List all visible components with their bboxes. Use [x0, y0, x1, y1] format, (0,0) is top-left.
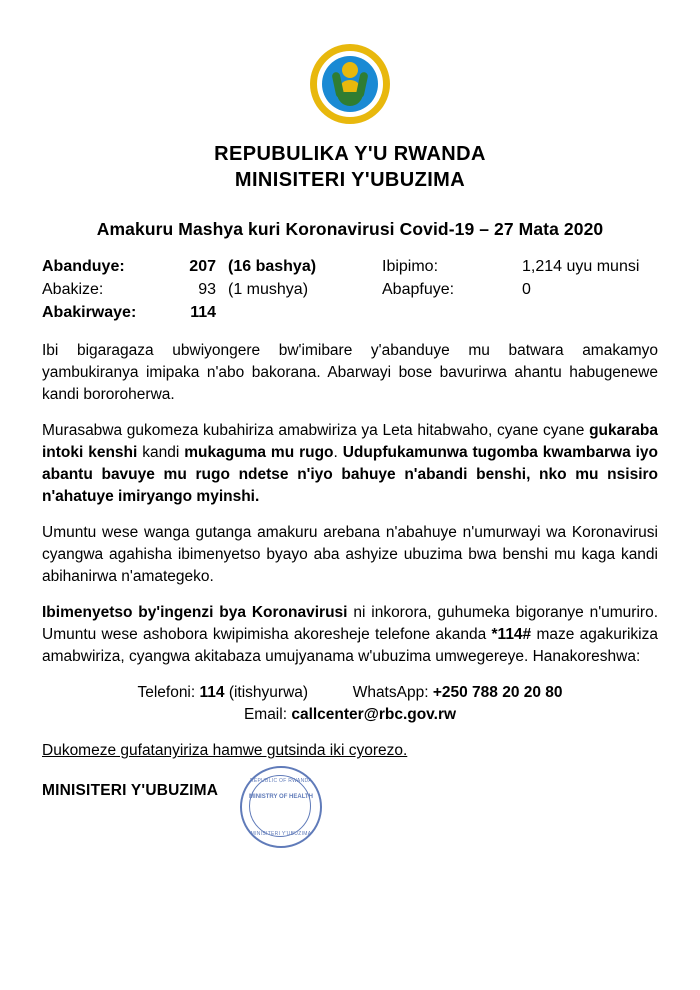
stat-label-abapfuye: Abapfuye:: [382, 281, 455, 299]
page-title-country: REPUBULIKA Y'U RWANDA: [214, 143, 486, 165]
stat-row: [42, 281, 658, 299]
stamp-top-text: REPUBLIC OF RWANDA: [249, 778, 313, 785]
official-stamp-icon: [240, 766, 322, 848]
paragraph-cases-explanation: Ibi bigaragaza ubwiyongere bw'imibare y'abanduye mu batwara amakamyo yambukiranya imipaka n'abo bakorana. Abarwayi bose bavurirwa ahantu habugenewe kandi bororoherwa.: [42, 342, 658, 404]
emblem-container: [42, 40, 658, 132]
stat-cell-left: [42, 281, 382, 299]
signature-ministry: MINISITERI Y'UBUZIMA: [42, 782, 219, 800]
signature-block: [42, 778, 658, 862]
stamp-bottom-text: MINISITERI Y'UBUZIMA: [250, 831, 312, 838]
whatsapp-number[interactable]: +250 788 20 20 80: [432, 684, 563, 702]
paragraph-symptoms-heading: Ibimenyetso by'ingenzi bya Koronavirusi: [42, 604, 348, 622]
stat-cell-left: [42, 258, 382, 276]
contact-row-phone-whatsapp: [42, 684, 658, 702]
stat-value-ibipimo: 1,214 uyu munsi: [522, 258, 640, 276]
paragraph-prevention-part1: Murasabwa gukomeza kubahiriza amabwiriza ya Leta hitabwaho, cyane cyane: [42, 422, 590, 440]
paragraph-prevention-part3: .: [333, 444, 343, 462]
stat-cell-right: [382, 281, 531, 299]
paragraph-prevention-part2: kandi: [137, 444, 185, 462]
stat-label-abakize: Abakize:: [42, 281, 104, 299]
stat-label-ibipimo: Ibipimo:: [382, 258, 439, 276]
rwanda-coat-of-arms-icon: [306, 40, 394, 128]
paragraph-symptoms-part1: ni inkorora, guhumeka bigoranye n'umuriro. Umuntu wese ashobora kwipimisha akoresheje telefone akanda: [42, 604, 658, 644]
page-title-ministry: MINISITERI Y'UBUZIMA: [234, 168, 466, 191]
emblem-basket-icon: [337, 92, 363, 106]
stamp-center-text: MINISTRY OF HEALTH: [249, 794, 313, 801]
paragraph-prevention-guidelines: [42, 420, 658, 508]
phone-label: Telefoni:: [137, 684, 196, 702]
stat-delta-abanduye: (16 bashya): [228, 258, 317, 276]
email-address[interactable]: callcenter@rbc.gov.rw: [291, 706, 457, 724]
statistics-block: [42, 258, 658, 322]
stat-value-abakirwaye: 114: [190, 304, 216, 322]
stat-value-abanduye: 207: [189, 258, 216, 276]
closing-statement: Dukomeze gufatanyiriza hamwe gutsinda iki cyorezo.: [42, 742, 408, 760]
bulletin-title: Amakuru Mashya kuri Koronavirusi Covid-19 – 27 Mata 2020: [96, 219, 604, 240]
paragraph-prevention-emphasis-stayhome: mukaguma mu rugo: [184, 444, 334, 462]
emblem-sun-icon: [342, 62, 358, 78]
whatsapp-label: WhatsApp:: [352, 684, 429, 702]
stat-value-abapfuye: 0: [522, 281, 531, 299]
stat-delta-abakize: (1 mushya): [228, 281, 309, 299]
paragraph-symptoms: [42, 602, 658, 668]
contact-row-email: [42, 706, 658, 724]
phone-number[interactable]: 114: [199, 684, 225, 702]
stat-row-abakirwaye: [42, 304, 658, 322]
paragraph-legal-warning: Umuntu wese wanga gutanga amakuru arebana n'abahuye n'umurwayi wa Koronavirusi cyangwa agahisha ibimenyetso byayo aba ashyize ubuzima bwa benshi mu kaga kandi abihanirwa n'amategeko.: [42, 524, 658, 586]
stat-label-abanduye: Abanduye:: [42, 258, 125, 276]
stat-label-abakirwaye: Abakirwaye:: [42, 304, 137, 322]
phone-note: (itishyurwa): [228, 684, 309, 702]
stat-cell-right: [382, 258, 639, 276]
email-label: Email:: [243, 706, 288, 724]
paragraph-prevention-emphasis-masks: Udupfukamunwa tugomba kwambarwa iyo abantu bavuye mu rugo ndetse n'iyo bahuye n'abandi benshi, nko mu nsisiro n'ahatuye imiryango myinshi.: [42, 444, 658, 506]
paragraph-prevention-emphasis-handwash: gukaraba intoki kenshi: [42, 422, 658, 462]
emblem-disc: [322, 56, 378, 112]
ussd-code: *114#: [491, 626, 532, 644]
stat-row: [42, 258, 658, 276]
stat-value-abakize: 93: [198, 281, 216, 299]
paragraph-symptoms-part2: maze agakurikiza amabwiriza, cyangwa akitabaza umujyanama w'ubuzima umwegereye. Hanakoreshwa:: [42, 626, 658, 666]
